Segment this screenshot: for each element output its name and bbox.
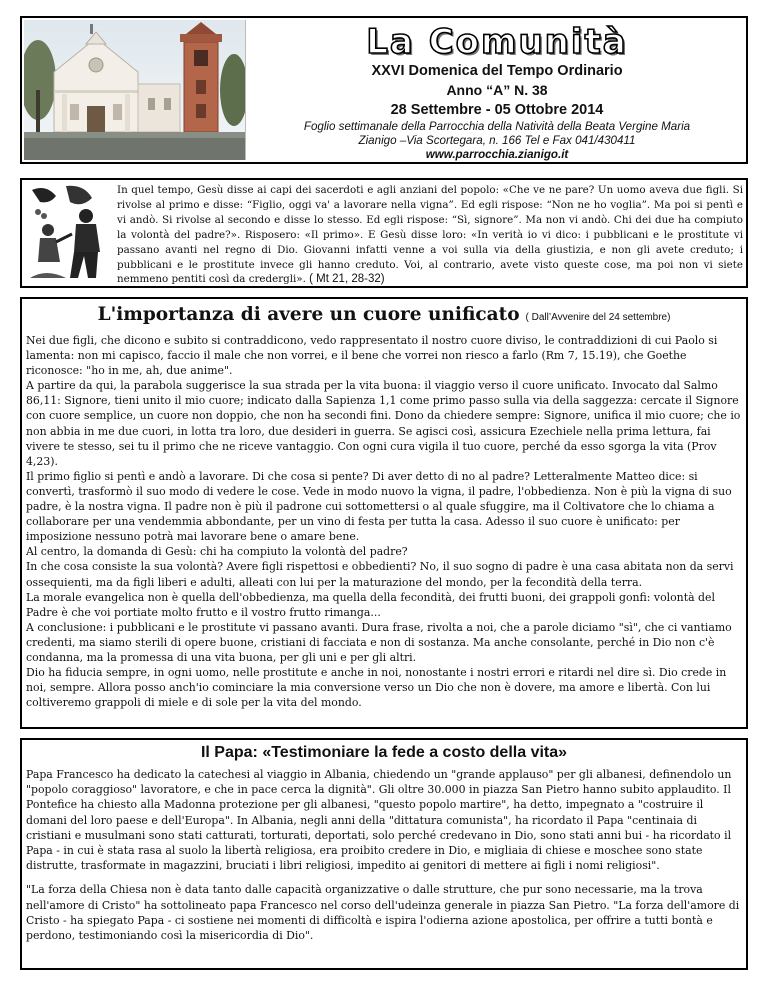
article-paragraph: Al centro, la domanda di Gesù: chi ha compiuto la volontà del padre? — [26, 545, 408, 559]
parish-description: Foglio settimanale della Parrocchia della Natività della Beata Vergine Maria — [303, 120, 691, 133]
newsletter-title: La Comunità — [366, 22, 628, 62]
article-paragraph: Papa Francesco ha dedicato la catechesi al viaggio in Albania, chiedendo un "grande applauso" per gli albanesi, definendolo un "popolo coraggioso" lavoratore, e che in pace cerca la dignità". Gli oltre 30.000 in piazza San Pietro hanno subito applaudito. Il Pontefice ha chiesto alla Madonna protezione per gli albanesi, "questo popolo martire", ha detto, impegnato a "costruire il domani del loro paese e dell'Europa". In Albania, negli anni della "dittatura comunista", ha ricordato il Papa "centinaia di cristiani e musulmani sono stati catturati, torturati, deportati, solo perché credevano in Dio, sono stati anni bui - ha ricordato il Papa - in cui è stata rasa al suolo la libertà religiosa, era proibito credere in Dio, e migliaia di chiese e moschee sono state distrutte, trasformate in magazzini, bruciati i libri religiosi, impedito ai genitori di mettere ai figli i nomi religiosi". — [26, 768, 732, 873]
article-paragraph: "La forza della Chiesa non è data tanto dalle capacità organizzative o dalle strutture, che pur sono necessarie, ma la trova nell'amore di Cristo" ha sottolineato papa Francesco nel corso dell'udeinza generale in piazza San Pietro. "La forza dell'amore di Cristo - ha spiegato Papa - ci sostiene nei momenti di difficoltà e ispira l'odierna azione apostolica, per offrire a tutti bontà e perdono, testimoniando così la misericordia di Dio". — [26, 883, 740, 943]
article-paragraph: A partire da qui, la parabola suggerisce la sua strada per la vita buona: il viaggio verso il cuore unificato. Invocato dal Salmo 86,11: Signore, tieni unito il mio cuore; indicato dalla Sapienza 1,1 come primo passo sulla via della saggezza: cercate il Signore con cuore semplice, un cuore non doppio, che non ha secondi fini. Dono da chiedere sempre: Signore, unifica il mio cuore; che io non abbia in me due cuori, in lotta tra loro, due desideri in guerra. Se agisci così, assicura Ezechiele nella prima lettura, fai vivere te stesso, sei tu il primo che ne riceve vantaggio. Con ogni cura vigila il tuo cuore, perché da esso sgorga la vita (Prov 4,23). — [26, 379, 741, 468]
article-paragraph: Nei due figli, che dicono e subito si contraddicono, vedo rappresentato il nostro cuore diviso, le contraddizioni di cui Paolo si lamenta: non mi capisco, faccio il male che non vorrei, e il bene che vorrei non riesco a farlo (Rm 7, 15.19), che Goethe riconosce: "ho in me, ah, due anime". — [26, 334, 718, 378]
article-paragraph: Il primo figlio si pentì e andò a lavorare. Di che cosa si pente? Di aver detto di no al padre? Letteralmente Matteo dice: si convertì, trasformò il suo modo di vedere le cose. Vede in modo nuovo la vigna, il padre, l'obbedienza. Non è più la vigna di suo padre, è la nostra vigna. Il padre non è più il padrone cui sottomettersi o al quale sfuggire, ma il Coltivatore che lo chiama a collaborare per una vendemmia abbondante, per un vino di festa per tutta la casa. Adesso il suo cuore è unificato: per imposizione nessuno potrà mai lavorare bene o amare bene. — [26, 469, 732, 544]
parable-illustration — [26, 182, 110, 284]
church-photo — [24, 20, 246, 160]
masthead — [250, 20, 744, 162]
parish-website: www.parrocchia.zianigo.it — [425, 148, 569, 161]
article-paragraph: La morale evangelica non è quella dell'obbedienza, ma quella della fecondità, dei frutti buoni, dei grappoli gonfi: volontà del Padre è che voi portiate molto frutto e il vostro frutto rimanga... — [26, 590, 715, 619]
issue-number: Anno “A” N. 38 — [446, 82, 548, 98]
pope-article-title: Il Papa: «Testimoniare la fede a costo della vita» — [200, 744, 568, 761]
article-body — [26, 333, 744, 710]
liturgical-sunday: XXVI Domenica del Tempo Ordinario — [371, 63, 623, 79]
article-paragraph: A conclusione: i pubblicani e le prostitute vi passano avanti. Dura frase, rivolta a noi, che a parole diciamo "sì", che ci vantiamo credenti, ma siamo sterili di opere buone, cristiani di facciata e non di sostanza. Ma anche consolante, perché in Dio non c'è condanna, ma la promessa di una vita buona, per gli uni e per gli altri. — [26, 620, 732, 664]
gospel-passage — [117, 183, 743, 287]
pope-article-body — [26, 767, 744, 952]
article-heading — [20, 304, 748, 325]
article-source: ( Dall’Avvenire del 24 settembre) — [525, 312, 671, 323]
gospel-text: In quel tempo, Gesù disse ai capi dei sacerdoti e agli anziani del popolo: «Che ve ne pare? Un uomo aveva due figli. Si rivolse al primo e disse: “Figlio, oggi va' a lavorare nella vigna”. Ed egli rispose: “Non ne ho voglia”. Ma poi si pentì e vi andò. Si rivolse al secondo e disse lo stesso. Ed egli rispose: “Sì, signore”. Ma non vi andò. Chi dei due ha compiuto la volontà del padre?». Risposero: «Il primo». E Gesù disse loro: «In verità io vi dico: i pubblicani e le prostitute vi passano avanti nel regno di Dio. Giovanni infatti venne a voi sulla via della giustizia, e non gli avete creduto; i pubblicani e le prostitute invece gli hanno creduto. Voi, al contrario, avete visto queste cose, ma poi non vi siete nemmeno pentiti così da credergli». — [117, 184, 743, 286]
gospel-reference: ( Mt 21, 28-32) — [309, 273, 385, 286]
article-paragraph: In che cosa consiste la sua volontà? Avere figli rispettosi e obbedienti? No, il suo sogno di padre è una casa abitata non da servi ossequienti, ma da figli liberi e adulti, alleati con lui per la maturazione del mondo, per la fecondità della terra. — [26, 560, 734, 589]
parish-address: Zianigo –Via Scortegara, n. 166 Tel e Fax 041/430411 — [358, 134, 636, 147]
issue-dates: 28 Settembre - 05 Ottobre 2014 — [390, 102, 604, 118]
article-paragraph: Dio ha fiducia sempre, in ogni uomo, nelle prostitute e anche in noi, nonostante i nostri errori e ritardi nel dire sì. Dio crede in noi, sempre. Allora posso anch'io cominciare la mia conversione verso un Dio che non è dovere, ma amore e libertà. Con lui coltiveremo grappoli di miele e di sole per la vita del mondo. — [26, 666, 727, 710]
article-title: L'importanza di avere un cuore unificato — [97, 304, 520, 325]
